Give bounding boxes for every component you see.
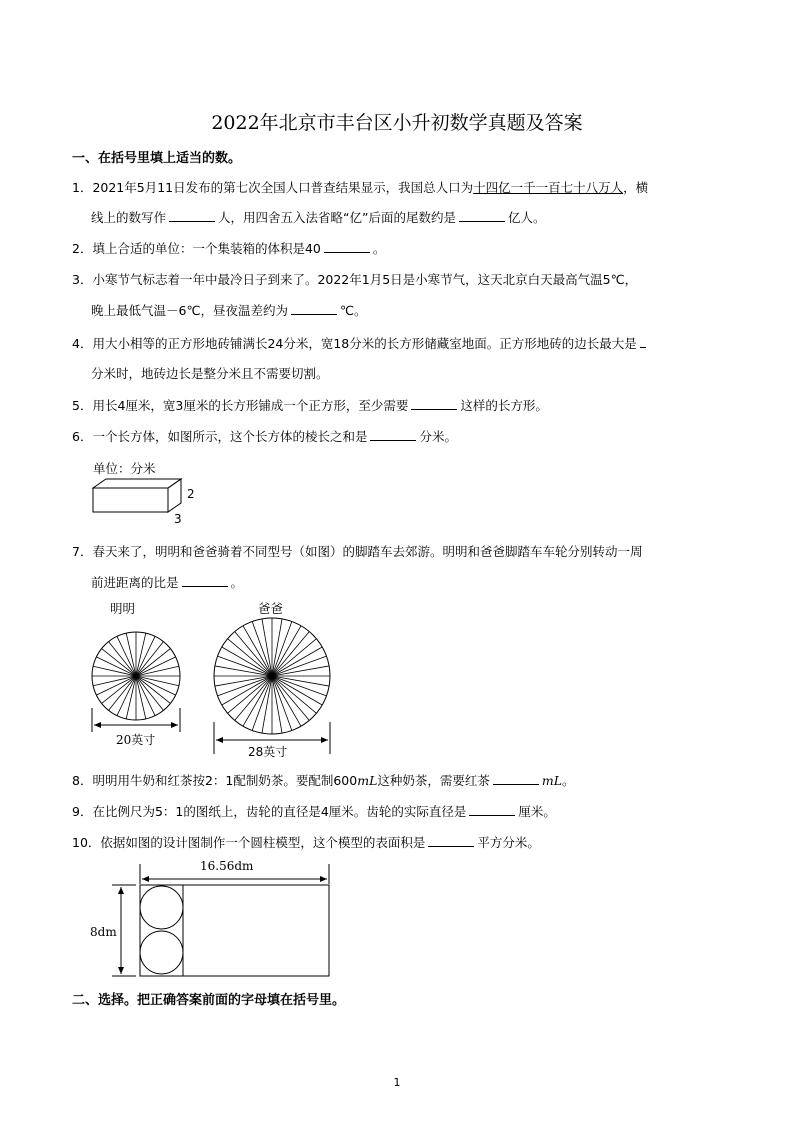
question-3-line-1: 3．小寒节气标志着一年中最冷日子到来了。2022年1月5日是小寒节气，这天北京白天最高气温5℃，: [72, 272, 638, 287]
dim-small-arrow-left: [94, 722, 101, 728]
question-4-line-1: 4．用大小相等的正方形地砖铺满长24分米，宽18分米的长方形储藏室地面。正方形地砖的边长最大是: [72, 334, 649, 352]
page-number: 1: [393, 1076, 401, 1089]
wheel-big-spokes: [214, 618, 330, 734]
unit-ml: mL: [357, 773, 378, 788]
cuboid-front-face: [93, 488, 168, 512]
dim-big-label: 28英寸: [248, 745, 288, 759]
question-3-line-2: 晚上最低气温－6℃，昼夜温差约为 ℃。: [91, 303, 367, 318]
wheel-big: [214, 618, 330, 734]
question-10: 10．依据如图的设计图制作一个圆柱模型，这个模型的表面积是 平方分米。: [72, 835, 540, 850]
answer-blank[interactable]: [169, 209, 215, 222]
dim-big-arrow-left: [216, 737, 223, 743]
question-2: 2．填上合适的单位：一个集装箱的体积是40 。: [72, 241, 386, 256]
unit-ml: mL: [541, 773, 563, 788]
net-circle-top: [140, 886, 183, 929]
cuboid-height-label: 2: [187, 487, 195, 501]
cuboid-figure: [88, 476, 208, 526]
cuboid-width-label: 3: [174, 512, 182, 526]
wheel-label-mingming: 明明: [110, 601, 136, 616]
question-5: 5．用长4厘米，宽3厘米的长方形铺成一个正方形，至少需要 这样的长方形。: [72, 398, 548, 413]
cuboid-side-face: [168, 479, 181, 512]
cuboid-top-face: [93, 479, 181, 488]
underlined-number: 十四亿一千一百七十八万人: [473, 180, 624, 195]
answer-blank[interactable]: [493, 772, 539, 785]
question-6: 6．一个长方体，如图所示，这个长方体的棱长之和是 分米。: [72, 429, 457, 444]
answer-blank[interactable]: [182, 574, 228, 587]
dim-left-arrow-top: [118, 887, 124, 894]
answer-blank[interactable]: [640, 335, 646, 348]
dim-left-arrow-bottom: [118, 967, 124, 974]
cylinder-net-figure: [86, 854, 336, 980]
dim-top-arrow-right: [320, 876, 327, 882]
section-heading-1: 一、在括号里填上适当的数。: [72, 151, 242, 166]
height-label: 8dm: [90, 925, 117, 939]
dim-top-arrow-left: [142, 876, 149, 882]
dim-big-arrow-right: [321, 737, 328, 743]
answer-blank[interactable]: [459, 209, 505, 222]
dim-small-label: 20英寸: [116, 733, 156, 747]
dim-small-arrow-right: [171, 722, 178, 728]
section-heading-2: 二、选择。把正确答案前面的字母填在括号里。: [72, 993, 346, 1008]
answer-blank[interactable]: [428, 834, 474, 847]
answer-blank[interactable]: [370, 428, 416, 441]
answer-blank[interactable]: [469, 803, 515, 816]
question-8: 8．明明用牛奶和红茶按2：1配制奶茶。要配制600mL这种奶茶，需要红茶 mL。: [72, 773, 575, 788]
answer-blank[interactable]: [291, 302, 337, 315]
length-label: 16.56dm: [200, 859, 254, 873]
answer-blank[interactable]: [411, 397, 457, 410]
question-1-line-1: 1．2021年5月11日发布的第七次全国人口普查结果显示，我国总人口为十四亿一千一百七十八万人，横: [72, 180, 649, 195]
net-circle-bottom: [140, 931, 183, 974]
wheels-figure: [86, 612, 346, 762]
question-9: 9．在比例尺为5：1的图纸上，齿轮的直径是4厘米。齿轮的实际直径是 厘米。: [72, 804, 556, 819]
cuboid-unit-label: 单位：分米: [93, 461, 156, 476]
question-1-line-2: 线上的数写作 人，用四舍五入法省略“亿”后面的尾数约是 亿人。: [91, 210, 546, 225]
question-7-line-2: 前进距离的比是 。: [91, 575, 244, 590]
wheel-label-dad: 爸爸: [258, 601, 284, 616]
question-7-line-1: 7．春天来了，明明和爸爸骑着不同型号（如图）的脚踏车去郊游。明明和爸爸脚踏车车轮分别转动一周: [72, 544, 643, 559]
net-outer-rect: [140, 885, 329, 976]
answer-blank[interactable]: [324, 240, 370, 253]
page-title: 2022年北京市丰台区小升初数学真题及答案: [211, 112, 583, 134]
question-4-line-2: 分米时，地砖边长是整分米且不需要切割。: [91, 366, 329, 381]
wheel-small: [92, 632, 180, 720]
